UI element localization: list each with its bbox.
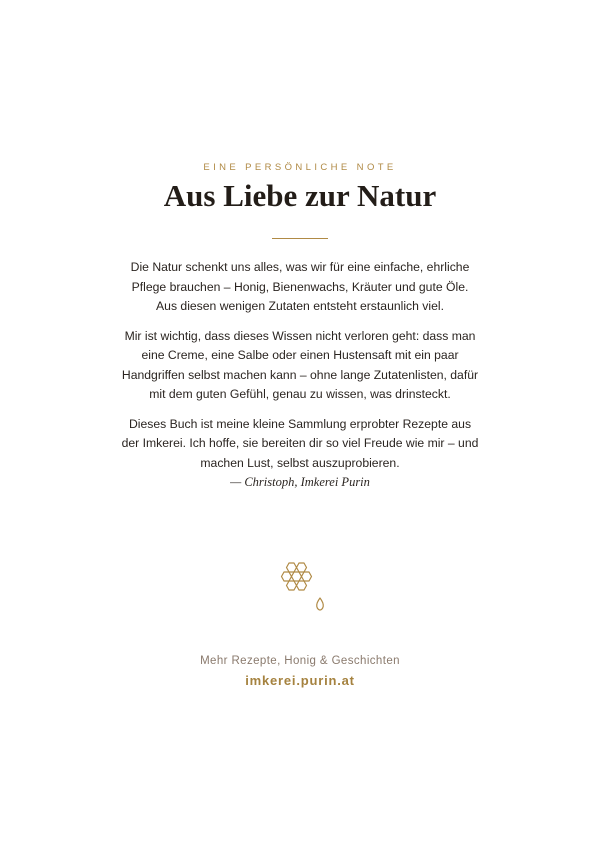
honeycomb-drop-icon — [275, 560, 335, 612]
eyebrow-label: EINE PERSÖNLICHE NOTE — [203, 162, 397, 173]
footer-tagline: Mehr Rezepte, Honig & Geschichten — [200, 655, 400, 667]
paragraph-2: Mir ist wichtig, dass dieses Wissen nicht verloren geht: dass man eine Creme, eine Salbe oder einen Hustensaft mit ein paar Handgriffen selbst machen kann – ohne lange Zutatenlisten, dafür mit dem guten Gefühl, genau zu wissen, was drinsteckt. — [121, 328, 479, 401]
signature: — Christoph, Imkerei Purin — [230, 475, 370, 489]
title-divider — [272, 238, 328, 239]
paragraph-3: Dieses Buch ist meine kleine Sammlung erprobter Rezepte aus der Imkerei. Ich hoffe, sie bereiten dir so viel Freude wie mir – und machen Lust, selbst auszuprobieren. — [121, 416, 479, 470]
page-title: Aus Liebe zur Natur — [163, 178, 437, 213]
paragraph-1: Die Natur schenkt uns alles, was wir für eine einfache, ehrliche Pflege brauchen – Honig, Bienenwachs, Kräuter und gute Öle. Aus diesen wenigen Zutaten entsteht erstaunlich viel. — [130, 260, 470, 313]
intro-text — [120, 258, 480, 483]
website-link[interactable]: imkerei.purin.at — [245, 673, 355, 688]
